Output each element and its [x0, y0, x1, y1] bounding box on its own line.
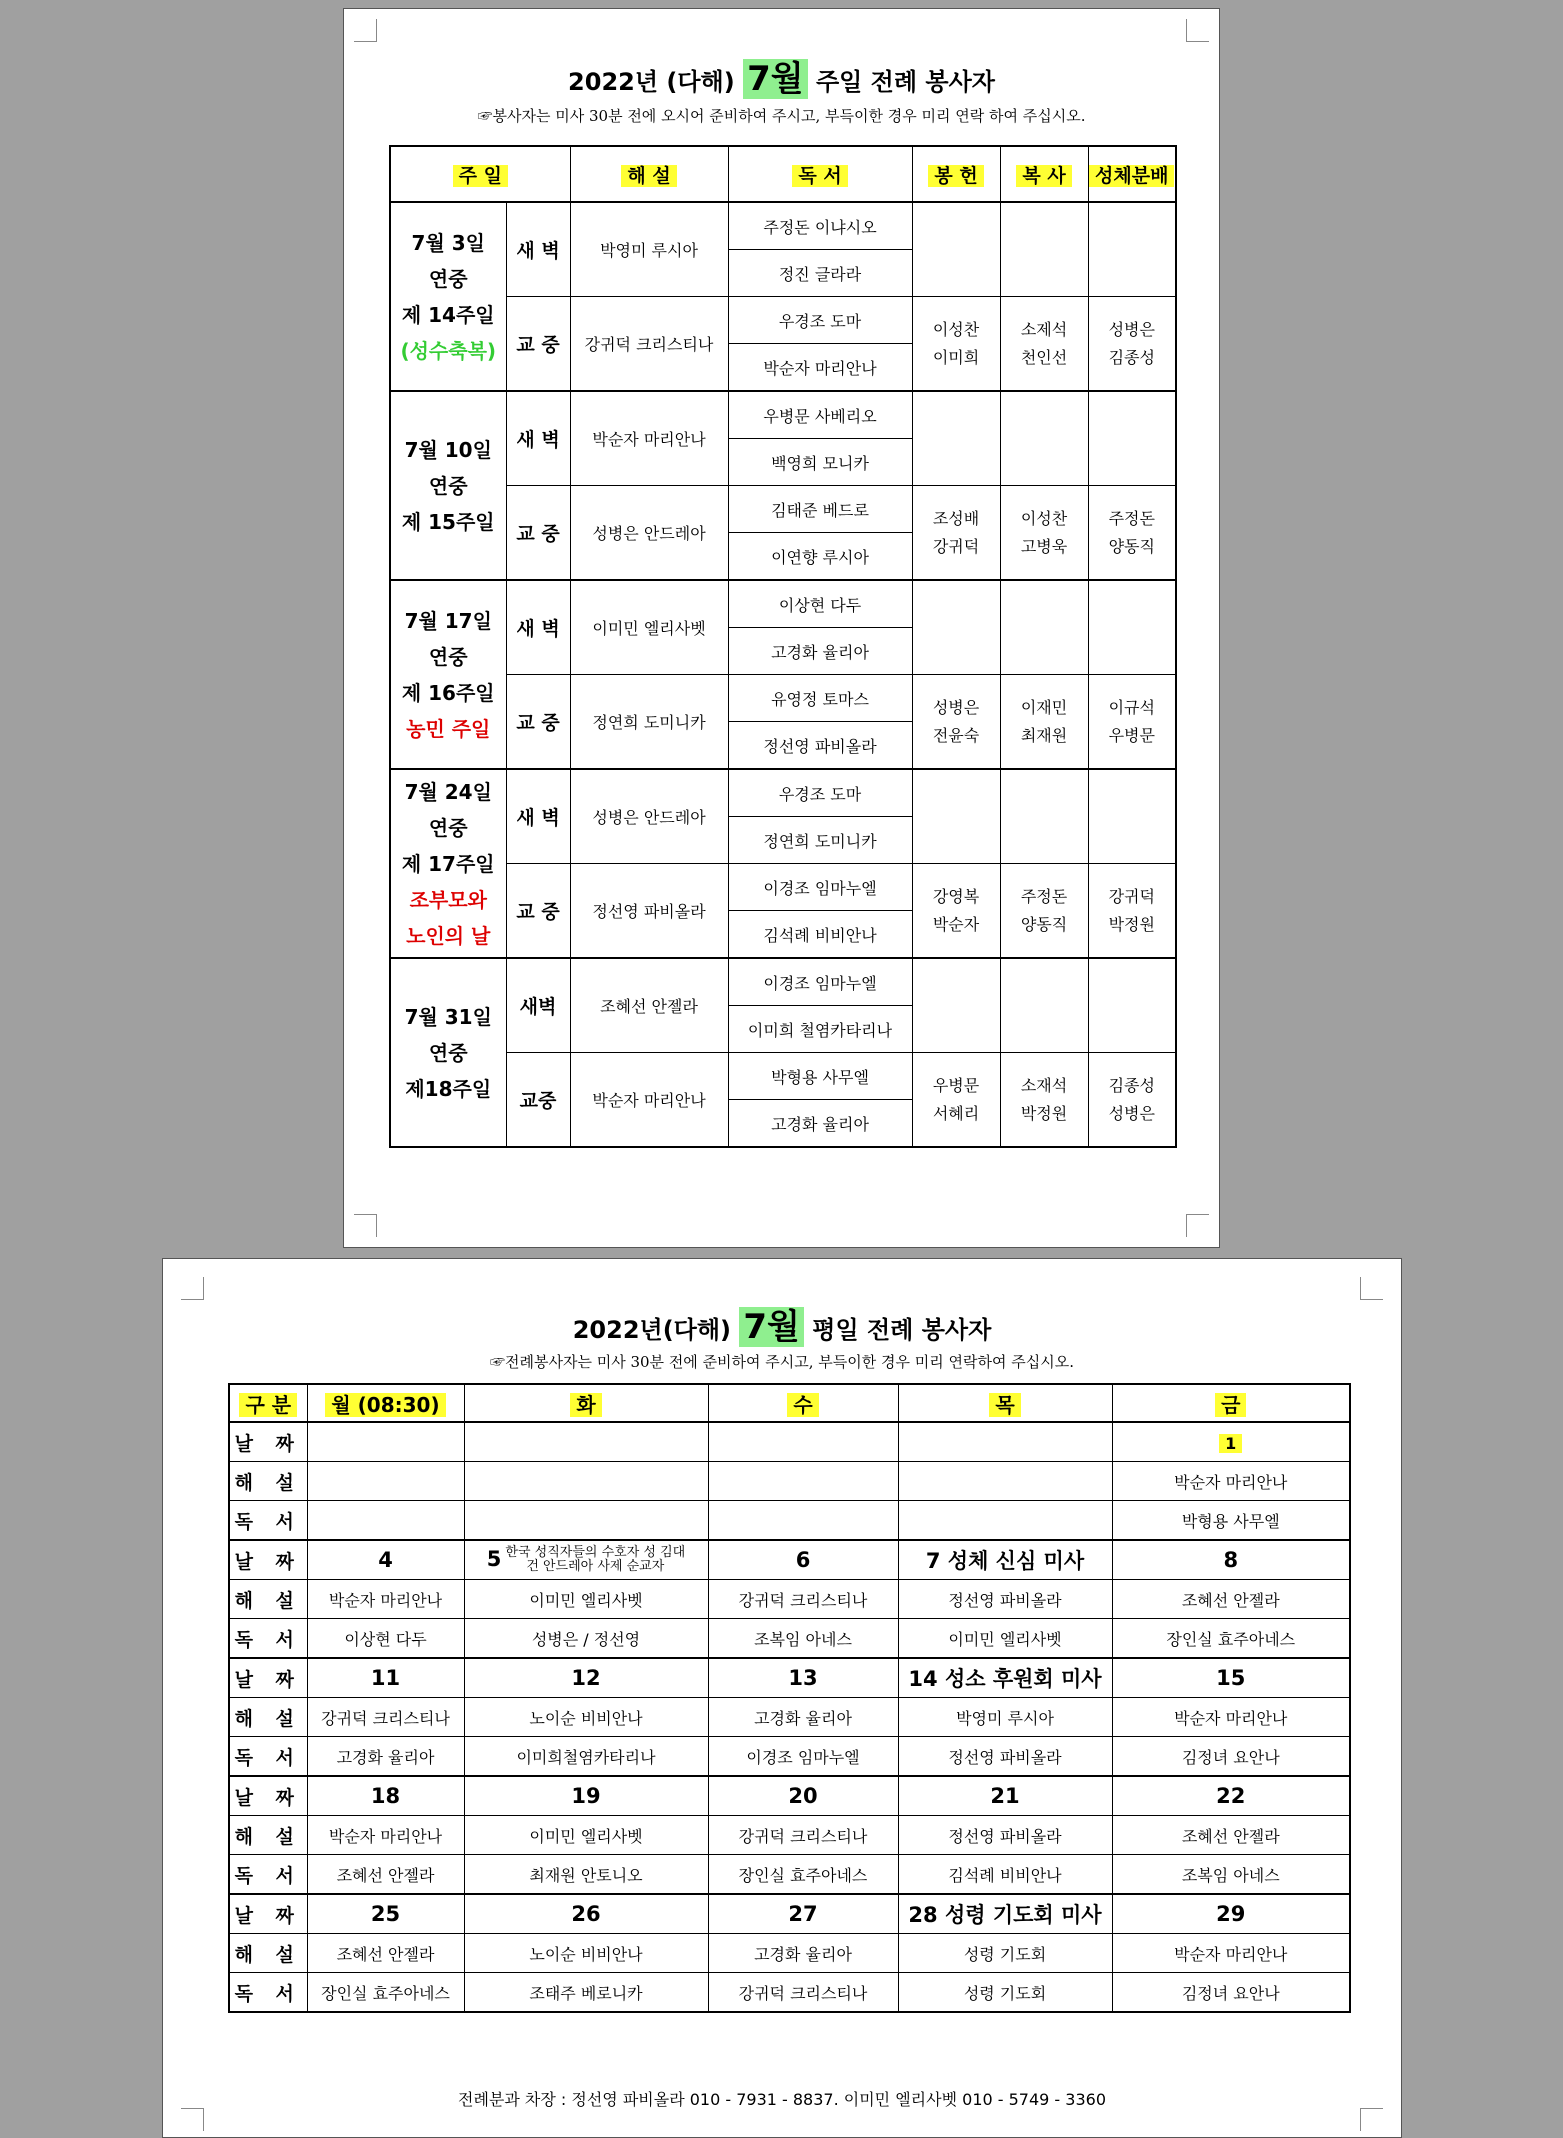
mass-name: 새 벽 — [506, 202, 570, 297]
header-friday: 금 — [1215, 1393, 1246, 1417]
table-row — [390, 864, 1176, 911]
row-label: 독 서 — [229, 1973, 307, 2013]
crop-mark — [354, 1214, 377, 1237]
reader: 이경조 임마누엘 — [728, 958, 912, 1006]
crop-mark — [354, 19, 377, 42]
commentary-cell — [464, 1462, 708, 1501]
commentary-cell: 정선영 파비올라 — [898, 1816, 1112, 1855]
table-row — [229, 1816, 1350, 1855]
weekday-table — [228, 1383, 1351, 2013]
date-value: 22 — [1216, 1784, 1246, 1808]
table-row — [390, 486, 1176, 533]
server-cell — [1000, 769, 1088, 864]
server-cell: 주정돈 양동직 — [1000, 864, 1088, 959]
commentary-cell — [708, 1462, 898, 1501]
sunday-season: 연중 — [428, 473, 468, 498]
reading-cell: 강귀덕 크리스티나 — [708, 1973, 898, 2013]
commentator: 박영미 루시아 — [570, 202, 728, 297]
crop-mark — [1186, 1214, 1209, 1237]
table-row — [229, 1580, 1350, 1619]
header-wednesday: 수 — [787, 1393, 818, 1417]
table-row — [390, 1053, 1176, 1100]
feast-note: 한국 성직자들의 수호자 성 김대건 안드레아 사제 순교자 — [505, 1545, 686, 1574]
table-row — [229, 1776, 1350, 1816]
reader: 정연희 도미니카 — [728, 817, 912, 864]
contact-footer: 전례분과 차장 : 정선영 파비올라 010 - 7931 - 8837. 이미민 엘리사벳 010 - 5749 - 3360 — [457, 2090, 1107, 2109]
header-category: 구 분 — [239, 1393, 297, 1417]
date-cell — [1112, 1422, 1350, 1462]
commentator: 성병은 안드레아 — [570, 769, 728, 864]
row-label: 날 짜 — [229, 1422, 307, 1462]
page-title — [344, 51, 1219, 100]
table-row — [390, 958, 1176, 1006]
table-row — [390, 580, 1176, 628]
table-row — [229, 1501, 1350, 1541]
row-label: 해 설 — [229, 1462, 307, 1501]
header-row — [390, 146, 1176, 202]
date-value: 11 — [370, 1666, 401, 1690]
communion-cell: 이규석 우병문 — [1088, 675, 1176, 770]
notice: ☞봉사자는 미사 30분 전에 오시어 준비하여 주시고, 부득이한 경우 미리 연락 하여 주십시오. — [477, 107, 1086, 125]
server-cell — [1000, 958, 1088, 1053]
reader: 주정돈 이냐시오 — [728, 202, 912, 250]
sunday-date: 7월 17일 — [404, 608, 492, 633]
reading-cell: 장인실 효주아네스 — [307, 1973, 464, 2013]
sunday-season: 연중 — [428, 644, 468, 669]
offertory-cell — [912, 202, 1000, 297]
communion-cell: 강귀덕 박정원 — [1088, 864, 1176, 959]
date-value: 26 — [571, 1902, 601, 1926]
reading-cell: 조복임 아네스 — [1112, 1855, 1350, 1895]
offertory-cell: 성병은 전윤숙 — [912, 675, 1000, 770]
server-cell — [1000, 580, 1088, 675]
commentary-cell: 조혜선 안젤라 — [307, 1934, 464, 1973]
sunday-cell — [390, 580, 506, 769]
table-row — [229, 1540, 1350, 1580]
date-value: 1 — [1219, 1434, 1242, 1453]
date-cell — [708, 1776, 898, 1816]
date-cell — [464, 1776, 708, 1816]
reader: 김태준 베드로 — [728, 486, 912, 533]
commentary-cell: 박순자 마리안나 — [1112, 1698, 1350, 1737]
title-year: 2022년 (다해) — [568, 68, 735, 96]
table-row — [229, 1658, 1350, 1698]
commentator: 박순자 마리안나 — [570, 1053, 728, 1148]
reader: 고경화 율리아 — [728, 628, 912, 675]
table-row — [229, 1737, 1350, 1777]
date-cell — [464, 1658, 708, 1698]
reader: 백영희 모니카 — [728, 439, 912, 486]
offertory-cell — [912, 769, 1000, 864]
notice: ☞전례봉사자는 미사 30분 전에 준비하여 주시고, 부득이한 경우 미리 연락하여 주십시오. — [490, 1353, 1074, 1371]
date-cell — [898, 1894, 1112, 1934]
server-cell: 소재석 박정원 — [1000, 1053, 1088, 1148]
commentary-cell — [307, 1462, 464, 1501]
date-cell — [1112, 1658, 1350, 1698]
reading-cell: 성령 기도회 — [898, 1973, 1112, 2013]
sunday-cell — [390, 391, 506, 580]
weekday-schedule-page — [162, 1258, 1402, 2138]
offertory-cell: 조성배 강귀덕 — [912, 486, 1000, 581]
mass-name: 교 중 — [506, 864, 570, 959]
reader: 이미희 철염카타리나 — [728, 1006, 912, 1053]
communion-cell: 주정돈 양동직 — [1088, 486, 1176, 581]
sunday-week: 제 15주일 — [401, 509, 495, 534]
communion-cell: 김종성 성병은 — [1088, 1053, 1176, 1148]
reading-cell: 이경조 임마누엘 — [708, 1737, 898, 1777]
reading-cell: 조태주 베로니카 — [464, 1973, 708, 2013]
date-value: 27 — [788, 1902, 818, 1926]
commentary-cell: 이미민 엘리사벳 — [464, 1816, 708, 1855]
date-cell — [1112, 1540, 1350, 1580]
date-cell — [307, 1894, 464, 1934]
commentary-cell: 성령 기도회 — [898, 1934, 1112, 1973]
offertory-cell: 우병문 서혜리 — [912, 1053, 1000, 1148]
header-thursday: 목 — [989, 1393, 1020, 1417]
date-value: 18 — [370, 1784, 401, 1808]
reader: 우경조 도마 — [728, 297, 912, 344]
commentary-cell: 노이순 비비안나 — [464, 1698, 708, 1737]
sunday-week: 제18주일 — [405, 1076, 492, 1101]
table-row — [390, 675, 1176, 722]
feast-label: 조부모와 노인의 날 — [406, 887, 491, 948]
server-cell: 이성찬 고병욱 — [1000, 486, 1088, 581]
commentary-cell: 박순자 마리안나 — [1112, 1462, 1350, 1501]
title-month: 7월 — [743, 59, 808, 99]
reading-cell — [898, 1501, 1112, 1541]
header-tuesday: 화 — [570, 1393, 601, 1417]
date-cell — [1112, 1776, 1350, 1816]
header-sunday: 주 일 — [453, 165, 508, 187]
reader: 이경조 임마누엘 — [728, 864, 912, 911]
offertory-cell — [912, 958, 1000, 1053]
title-text: 주일 전례 봉사자 — [815, 68, 995, 96]
commentator: 성병은 안드레아 — [570, 486, 728, 581]
sunday-date: 7월 10일 — [404, 437, 492, 462]
reader: 고경화 율리아 — [728, 1100, 912, 1148]
reader: 이상현 다두 — [728, 580, 912, 628]
reading-cell: 이미희철염카타리나 — [464, 1737, 708, 1777]
reader: 우경조 도마 — [728, 769, 912, 817]
row-label: 날 짜 — [229, 1776, 307, 1816]
date-cell — [708, 1540, 898, 1580]
crop-mark — [1186, 19, 1209, 42]
row-label: 해 설 — [229, 1580, 307, 1619]
reading-cell — [464, 1501, 708, 1541]
mass-name: 교 중 — [506, 486, 570, 581]
date-value: 29 — [1216, 1902, 1246, 1926]
header-communion: 성체분배 — [1089, 165, 1174, 187]
commentary-cell — [898, 1462, 1112, 1501]
communion-cell: 성병은 김종성 — [1088, 297, 1176, 392]
sunday-date: 7월 31일 — [404, 1004, 492, 1029]
sunday-season: 연중 — [428, 815, 468, 840]
date-value: 7 성체 신심 미사 — [925, 1549, 1085, 1573]
sunday-table-body — [390, 202, 1176, 1147]
reader: 이연향 루시아 — [728, 533, 912, 581]
header-monday: 월 (08:30) — [325, 1393, 445, 1417]
reader: 박형용 사무엘 — [728, 1053, 912, 1100]
reading-cell: 성병은 / 정선영 — [464, 1619, 708, 1659]
header-offertory: 봉 헌 — [928, 165, 983, 187]
reading-cell: 최재원 안토니오 — [464, 1855, 708, 1895]
reading-cell: 조복임 아네스 — [708, 1619, 898, 1659]
row-label: 날 짜 — [229, 1894, 307, 1934]
crop-mark — [181, 1277, 204, 1300]
table-row — [390, 391, 1176, 439]
date-cell — [464, 1894, 708, 1934]
reading-cell: 정선영 파비올라 — [898, 1737, 1112, 1777]
sunday-date: 7월 3일 — [411, 230, 485, 255]
offertory-cell — [912, 391, 1000, 486]
server-cell: 이재민 최재원 — [1000, 675, 1088, 770]
date-cell — [307, 1658, 464, 1698]
title-text: 평일 전례 봉사자 — [812, 1316, 992, 1344]
crop-mark — [181, 2108, 204, 2131]
server-cell — [1000, 391, 1088, 486]
reading-cell: 박형용 사무엘 — [1112, 1501, 1350, 1541]
row-label: 독 서 — [229, 1501, 307, 1541]
sunday-cell — [390, 202, 506, 391]
commentary-cell: 강귀덕 크리스티나 — [307, 1698, 464, 1737]
date-value: 25 — [370, 1902, 401, 1926]
server-cell: 소제석 천인선 — [1000, 297, 1088, 392]
reading-cell: 조혜선 안젤라 — [307, 1855, 464, 1895]
table-row — [390, 769, 1176, 817]
date-value: 8 — [1223, 1548, 1239, 1572]
table-row — [229, 1894, 1350, 1934]
date-value: 20 — [788, 1784, 818, 1808]
mass-name: 새벽 — [506, 958, 570, 1053]
reading-cell: 이상현 다두 — [307, 1619, 464, 1659]
date-cell — [708, 1658, 898, 1698]
commentary-cell: 고경화 율리아 — [708, 1934, 898, 1973]
header-commentary: 해 설 — [621, 165, 676, 187]
mass-name: 교 중 — [506, 297, 570, 392]
commentator: 조혜선 안젤라 — [570, 958, 728, 1053]
table-row — [229, 1619, 1350, 1659]
commentator: 박순자 마리안나 — [570, 391, 728, 486]
row-label: 독 서 — [229, 1737, 307, 1777]
commentary-cell: 박영미 루시아 — [898, 1698, 1112, 1737]
sunday-week: 제 16주일 — [401, 680, 495, 705]
date-cell — [898, 1658, 1112, 1698]
commentary-cell: 노이순 비비안나 — [464, 1934, 708, 1973]
commentary-cell: 박순자 마리안나 — [307, 1816, 464, 1855]
table-row — [229, 1422, 1350, 1462]
date-value: 14 성소 후원회 미사 — [908, 1667, 1102, 1691]
sunday-week: 제 17주일 — [401, 851, 495, 876]
date-cell — [307, 1422, 464, 1462]
row-label: 날 짜 — [229, 1540, 307, 1580]
communion-cell — [1088, 958, 1176, 1053]
table-row — [390, 202, 1176, 250]
date-value: 13 — [788, 1666, 818, 1690]
date-cell — [307, 1776, 464, 1816]
mass-name: 교 중 — [506, 675, 570, 770]
date-value: 19 — [571, 1784, 601, 1808]
table-row — [229, 1698, 1350, 1737]
date-cell — [464, 1422, 708, 1462]
table-row — [229, 1934, 1350, 1973]
offertory-cell — [912, 580, 1000, 675]
commentary-cell: 이미민 엘리사벳 — [464, 1580, 708, 1619]
reading-cell: 김정녀 요안나 — [1112, 1973, 1350, 2013]
reading-cell: 장인실 효주아네스 — [708, 1855, 898, 1895]
communion-cell — [1088, 202, 1176, 297]
header-server: 복 사 — [1016, 165, 1071, 187]
offertory-cell: 이성찬 이미희 — [912, 297, 1000, 392]
date-cell — [898, 1422, 1112, 1462]
date-cell — [708, 1422, 898, 1462]
commentator: 정선영 파비올라 — [570, 864, 728, 959]
date-cell — [1112, 1894, 1350, 1934]
title-year: 2022년(다해) — [572, 1316, 732, 1344]
reader: 유영정 토마스 — [728, 675, 912, 722]
table-row — [229, 1855, 1350, 1895]
commentary-cell: 박순자 마리안나 — [1112, 1934, 1350, 1973]
sunday-schedule-page — [343, 8, 1220, 1248]
title-month: 7월 — [739, 1307, 804, 1347]
sunday-week: 제 14주일 — [401, 302, 495, 327]
table-row — [229, 1973, 1350, 2013]
sunday-date: 7월 24일 — [404, 779, 492, 804]
commentator: 정연희 도미니카 — [570, 675, 728, 770]
crop-mark — [1360, 1277, 1383, 1300]
header-row — [229, 1384, 1350, 1422]
date-value: 12 — [571, 1666, 601, 1690]
commentary-cell: 조혜선 안젤라 — [1112, 1816, 1350, 1855]
server-cell — [1000, 202, 1088, 297]
table-row — [390, 297, 1176, 344]
communion-cell — [1088, 391, 1176, 486]
row-label: 해 설 — [229, 1934, 307, 1973]
weekday-table-body — [229, 1422, 1350, 2012]
commentary-cell: 박순자 마리안나 — [307, 1580, 464, 1619]
reader: 김석례 비비안나 — [728, 911, 912, 959]
sunday-cell — [390, 958, 506, 1147]
commentary-cell: 강귀덕 크리스티나 — [708, 1816, 898, 1855]
crop-mark — [1360, 2108, 1383, 2131]
commentator: 이미민 엘리사벳 — [570, 580, 728, 675]
reading-cell: 김정녀 요안나 — [1112, 1737, 1350, 1777]
date-value: 28 성령 기도회 미사 — [908, 1903, 1102, 1927]
reading-cell: 장인실 효주아네스 — [1112, 1619, 1350, 1659]
date-value: 4 — [378, 1548, 393, 1572]
row-label: 해 설 — [229, 1698, 307, 1737]
reader: 정진 글라라 — [728, 250, 912, 297]
commentary-cell: 정선영 파비올라 — [898, 1580, 1112, 1619]
date-value: 6 — [795, 1548, 811, 1572]
date-cell — [708, 1894, 898, 1934]
offertory-cell: 강영복 박순자 — [912, 864, 1000, 959]
reading-cell: 김석례 비비안나 — [898, 1855, 1112, 1895]
mass-name: 새 벽 — [506, 391, 570, 486]
reading-cell: 이미민 엘리사벳 — [898, 1619, 1112, 1659]
commentary-cell: 조혜선 안젤라 — [1112, 1580, 1350, 1619]
feast-label: 농민 주일 — [406, 716, 491, 741]
reader: 박순자 마리안나 — [728, 344, 912, 392]
sunday-cell — [390, 769, 506, 958]
date-value: 5 — [486, 1547, 502, 1571]
date-cell — [464, 1540, 708, 1580]
reading-cell — [307, 1501, 464, 1541]
communion-cell — [1088, 769, 1176, 864]
table-row — [229, 1462, 1350, 1501]
page-title — [163, 1299, 1401, 1348]
commentary-cell: 고경화 율리아 — [708, 1698, 898, 1737]
row-label: 독 서 — [229, 1619, 307, 1659]
row-label: 독 서 — [229, 1855, 307, 1895]
row-label: 날 짜 — [229, 1658, 307, 1698]
feast-label: (성수축복) — [400, 338, 497, 363]
sunday-table — [389, 145, 1177, 1148]
mass-name: 새 벽 — [506, 580, 570, 675]
communion-cell — [1088, 580, 1176, 675]
reader: 정선영 파비올라 — [728, 722, 912, 770]
date-value: 21 — [990, 1784, 1020, 1808]
commentator: 강귀덕 크리스티나 — [570, 297, 728, 392]
date-cell — [898, 1776, 1112, 1816]
header-reading: 독 서 — [792, 165, 847, 187]
commentary-cell: 강귀덕 크리스티나 — [708, 1580, 898, 1619]
reading-cell: 고경화 율리아 — [307, 1737, 464, 1777]
mass-name: 교중 — [506, 1053, 570, 1148]
row-label: 해 설 — [229, 1816, 307, 1855]
reader: 우병문 사베리오 — [728, 391, 912, 439]
date-cell — [307, 1540, 464, 1580]
date-cell — [898, 1540, 1112, 1580]
reading-cell — [708, 1501, 898, 1541]
date-value: 15 — [1216, 1666, 1246, 1690]
sunday-season: 연중 — [428, 1040, 468, 1065]
mass-name: 새 벽 — [506, 769, 570, 864]
sunday-season: 연중 — [428, 266, 468, 291]
